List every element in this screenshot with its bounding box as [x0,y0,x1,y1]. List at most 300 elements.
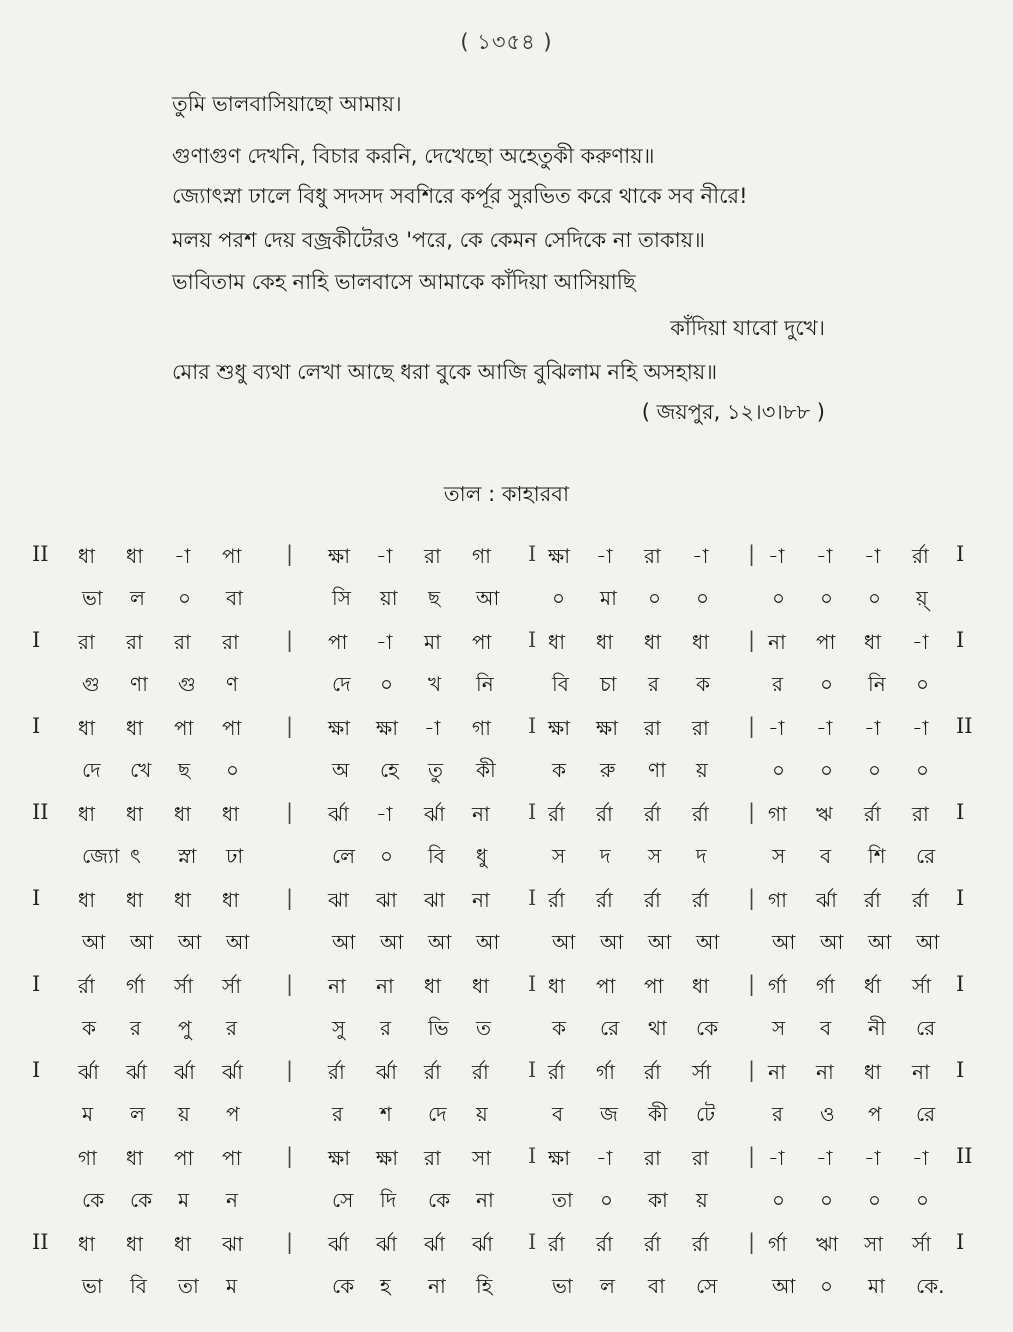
sahitya-syllable: চা [600,672,617,696]
sahitya-syllable: সু [332,1016,346,1040]
swara-note: -া [768,544,785,568]
sahitya-syllable: ০ [916,758,930,782]
swara-note: ধা [78,802,96,826]
sahitya-syllable: ক [552,1016,566,1040]
sahitya-syllable: আ [696,930,720,954]
sahitya-syllable: কা [648,1188,668,1212]
swara-note: র্রা [424,1060,441,1084]
sahitya-syllable: কে [332,1274,355,1298]
swara-note: র্ঝা [424,802,445,826]
swara-note: ক্ষা [548,1146,571,1170]
swara-note: ধা [126,716,144,740]
swara-note: র্রা [596,802,613,826]
swara-note: ক্ষা [596,716,619,740]
swara-note: রা [126,630,143,654]
lyric-line-5: ভাবিতাম কেহ নাহি ভালবাসে আমাকে কাঁদিয়া আসিয়াছি [172,270,636,294]
swara-note: রা [78,630,95,654]
swara-note: র্রা [692,1232,709,1256]
swara-note: ধা [692,974,710,998]
swara-note: পা [816,630,836,654]
swara-note: ধা [174,802,192,826]
tala-label: তাল : কাহারবা [443,482,570,506]
swara-note: রা [174,630,191,654]
swara-note: রা [912,802,929,826]
sahitya-syllable: র [332,1102,344,1126]
swara-note: ক্ষা [328,544,351,568]
swara-note: রা [424,544,441,568]
sahitya-syllable: ব [820,844,832,868]
swara-note: রা [644,1146,661,1170]
sahitya-syllable: ০ [820,1188,834,1212]
swara-note: ধা [472,974,490,998]
swara-note: র্রা [472,1060,489,1084]
swara-note: -া [912,1146,929,1170]
swara-note: র্রা [548,1232,565,1256]
vibhag-separator: | [748,886,756,910]
swara-note: র্ঝা [222,1060,243,1084]
swara-note: ক্ষা [328,1146,351,1170]
swara-note: রা [692,1146,709,1170]
sahitya-syllable: দে [428,1102,447,1126]
swara-note: র্গা [816,974,835,998]
sahitya-syllable: ০ [226,758,240,782]
sahitya-syllable: রে [916,1016,936,1040]
barline-start: II [32,1230,49,1254]
lyric-line-4: মলয় পরশ দেয় বজ্রকীটেরও 'পরে, কে কেমন সেদিকে না তাকায়॥ [172,228,705,252]
sahitya-syllable: কে [428,1188,451,1212]
sahitya-syllable: ভা [82,1274,103,1298]
vibhag-separator: I [528,1144,537,1168]
swara-note: গা [472,716,491,740]
sahitya-syllable: দে [332,672,351,696]
swara-note: র্ঝা [174,1060,195,1084]
sahitya-syllable: র [648,672,660,696]
swara-note: পা [328,630,348,654]
sahitya-syllable: য়া [380,586,398,610]
sahitya-syllable: আ [130,930,154,954]
swara-note: রা [692,716,709,740]
sahitya-syllable: আ [648,930,672,954]
sahitya-syllable: বি [428,844,445,868]
swara-note: না [768,1060,786,1084]
swara-note: পা [222,716,242,740]
sahitya-syllable: ০ [648,586,662,610]
barline-end: I [956,1230,965,1254]
composition-place-date: ( জয়পুর, ১২।৩।৮৮ ) [641,400,825,424]
swara-note: পা [596,974,616,998]
barline-start: I [32,714,41,738]
sahitya-syllable: ক [82,1016,96,1040]
sahitya-syllable: বা [226,586,243,610]
barline-start: I [32,628,41,652]
sahitya-syllable: রে [916,1102,936,1126]
swara-note: না [376,974,394,998]
barline-end: I [956,886,965,910]
sahitya-syllable: ০ [868,1188,882,1212]
sahitya-syllable: আ [772,1274,796,1298]
sahitya-syllable: ম [82,1102,94,1126]
sahitya-syllable: সি [332,586,351,610]
vibhag-separator: | [286,542,294,566]
swara-note: না [912,1060,930,1084]
sahitya-syllable: রে [600,1016,620,1040]
sahitya-syllable: ০ [916,1188,930,1212]
swara-note: র্রা [548,802,565,826]
swara-note: র্রা [596,888,613,912]
sahitya-syllable: স [552,844,566,868]
swara-note: র্রা [548,888,565,912]
sahitya-syllable: প [226,1102,240,1126]
barline-end: II [956,714,973,738]
swara-note: পা [222,1146,242,1170]
sahitya-syllable: কী [648,1102,668,1126]
swara-note: না [472,802,490,826]
lyric-line-3: জ্যোৎস্না ঢালে বিধু সদসদ সবশিরে কর্পূর সুরভিত করে থাকে সব নীরে! [172,184,748,208]
sahitya-syllable: ০ [772,1188,786,1212]
sahitya-syllable: হ [380,1274,391,1298]
swara-note: ঝা [424,888,445,912]
swara-note: -া [816,1146,833,1170]
sahitya-syllable: পু [178,1016,192,1040]
sahitya-syllable: স [772,844,786,868]
swara-note: র্গা [768,1232,787,1256]
sahitya-syllable: গু [82,672,100,696]
swara-note: না [328,974,346,998]
sahitya-syllable: জ [600,1102,618,1126]
swara-note: ক্ষা [548,544,571,568]
sahitya-syllable: রে [916,844,936,868]
swara-note: র্রা [596,1232,613,1256]
vibhag-separator: | [748,1144,756,1168]
sahitya-syllable: ০ [178,586,192,610]
sahitya-syllable: ০ [820,672,834,696]
swara-note: ধা [174,888,192,912]
sahitya-syllable: ভা [552,1274,573,1298]
swara-note: ক্ষা [548,716,571,740]
sahitya-syllable: ল [600,1274,615,1298]
sahitya-syllable: প [868,1102,882,1126]
swara-note: র্রা [78,974,95,998]
barline-start: II [32,542,49,566]
sahitya-syllable: সে [332,1188,354,1212]
sahitya-syllable: দে [82,758,101,782]
swara-note: ধা [222,888,240,912]
sahitya-syllable: জ্যো [82,844,120,868]
sahitya-syllable: ০ [820,758,834,782]
sahitya-syllable: আ [428,930,452,954]
sahitya-syllable: র [130,1016,142,1040]
sahitya-syllable: র [772,672,784,696]
sahitya-syllable: ল [130,1102,145,1126]
swara-note: ঝা [222,1232,243,1256]
sahitya-syllable: বা [648,1274,665,1298]
sahitya-syllable: য় [696,1188,708,1212]
swara-note: -া [864,544,881,568]
barline-start: II [32,800,49,824]
swara-note: -া [912,716,929,740]
sahitya-syllable: লে [332,844,356,868]
sahitya-syllable: না [476,1188,494,1212]
swara-note: রা [222,630,239,654]
sahitya-syllable: শ [380,1102,392,1126]
sahitya-syllable: হি [476,1274,493,1298]
swara-note: ধা [126,1146,144,1170]
sahitya-syllable: গু [178,672,196,696]
swara-note: -া [174,544,191,568]
sahitya-syllable: ক [552,758,566,782]
swara-note: -া [376,802,393,826]
swara-note: -া [768,1146,785,1170]
swara-note: পা [174,716,194,740]
swara-note: ধা [692,630,710,654]
swara-note: সা [864,1232,884,1256]
lyric-line-6: কাঁদিয়া যাবো দুখে। [670,316,825,340]
swara-note: ধা [126,1232,144,1256]
sahitya-syllable: নি [868,672,886,696]
swara-note: ক্ষা [376,1146,399,1170]
barline-end: I [956,1058,965,1082]
swara-note: ধা [424,974,442,998]
swara-note: ঋ [816,802,833,826]
swara-note: ধা [864,1060,882,1084]
lyric-line-2: গুণাগুণ দেখনি, বিচার করনি, দেখেছো অহেতুকী করুণায়॥ [172,144,655,168]
vibhag-separator: | [286,800,294,824]
sahitya-syllable: র [226,1016,238,1040]
swara-note: র্রা [864,802,881,826]
sahitya-syllable: ০ [820,586,834,610]
sahitya-syllable: আ [178,930,202,954]
sahitya-syllable: আ [820,930,844,954]
sahitya-syllable: র [772,1102,784,1126]
sahitya-syllable: খ [428,672,442,696]
swara-note: সা [472,1146,492,1170]
swara-note: ঝা [376,888,397,912]
sahitya-syllable: ধু [476,844,488,868]
sahitya-syllable: ণা [130,672,148,696]
swara-note: -া [692,544,709,568]
sahitya-syllable: মা [600,586,617,610]
sahitya-syllable: ০ [916,672,930,696]
sahitya-syllable: ন [226,1188,238,1212]
sahitya-syllable: ব [820,1016,832,1040]
barline-start: I [32,886,41,910]
barline-end: I [956,972,965,996]
swara-note: র্রা [912,544,929,568]
sahitya-syllable: ম [178,1188,190,1212]
swara-note: র্ঝা [816,888,837,912]
sahitya-syllable: আ [476,586,500,610]
sahitya-syllable: স [772,1016,786,1040]
swara-note: -া [376,630,393,654]
sahitya-syllable: শি [868,844,886,868]
swara-note: ধা [174,1232,192,1256]
sahitya-syllable: দ [600,844,611,868]
sahitya-syllable: সে [696,1274,718,1298]
sahitya-syllable: আ [82,930,106,954]
vibhag-separator: | [286,714,294,738]
barline-end: I [956,628,965,652]
swara-note: গা [768,888,787,912]
sahitya-syllable: স্না [178,844,197,868]
swara-note: র্ঝা [328,1232,349,1256]
swara-note: ধা [126,544,144,568]
sahitya-syllable: ম [226,1274,238,1298]
swara-note: র্ঝা [376,1060,397,1084]
vibhag-separator: I [528,800,537,824]
swara-note: র্রা [644,802,661,826]
sahitya-syllable: খে [130,758,152,782]
swara-note: -া [912,630,929,654]
swara-note: ঝা [328,888,349,912]
sahitya-syllable: ঢা [226,844,244,868]
swara-note: ধা [78,716,96,740]
swara-note: রা [644,716,661,740]
swara-note: র্ঝা [126,1060,147,1084]
sahitya-syllable: ০ [380,672,394,696]
swara-note: র্সা [222,974,242,998]
vibhag-separator: | [748,1230,756,1254]
swara-note: ধা [596,630,614,654]
swara-note: -া [596,544,613,568]
barline-end: I [956,542,965,566]
sahitya-syllable: র [380,1016,392,1040]
barline-start: I [32,972,41,996]
sahitya-syllable: ০ [772,758,786,782]
swara-note: ধা [78,888,96,912]
swara-note: পা [222,544,242,568]
vibhag-separator: | [748,800,756,824]
sahitya-syllable: ত [476,1016,492,1040]
lyric-line-1: তুমি ভালবাসিয়াছো আমায়। [172,92,402,116]
sahitya-syllable: রু [600,758,616,782]
sahitya-syllable: টে [696,1102,716,1126]
barline-end: I [956,800,965,824]
vibhag-separator: | [286,628,294,652]
vibhag-separator: | [286,886,294,910]
sahitya-syllable: আ [868,930,892,954]
swara-note: -া [376,544,393,568]
sahitya-syllable: আ [226,930,250,954]
page-number: ( ১৩৫৪ ) [460,30,553,54]
vibhag-separator: I [528,542,537,566]
vibhag-separator: I [528,628,537,652]
swara-note: -া [596,1146,613,1170]
swara-note: -া [768,716,785,740]
swara-note: র্রা [644,1232,661,1256]
swara-note: ধা [78,1232,96,1256]
sahitya-syllable: ণ [226,672,239,696]
vibhag-separator: I [528,886,537,910]
sahitya-syllable: ০ [380,844,394,868]
sahitya-syllable: আ [380,930,404,954]
swara-note: না [816,1060,834,1084]
sahitya-syllable: কে. [916,1274,945,1298]
sahitya-syllable: নি [476,672,494,696]
sahitya-syllable: আ [476,930,500,954]
swara-note: র্ঝা [376,1232,397,1256]
sahitya-syllable: বি [130,1274,147,1298]
vibhag-separator: I [528,714,537,738]
swara-note: ধা [126,888,144,912]
sahitya-syllable: য়্ [916,586,928,610]
sahitya-syllable: ০ [868,586,882,610]
swara-note: পা [472,630,492,654]
swara-note: র্গা [596,1060,615,1084]
vibhag-separator: | [286,1144,294,1168]
sahitya-syllable: ছ [428,586,441,610]
sahitya-syllable: থা [648,1016,667,1040]
vibhag-separator: I [528,1230,537,1254]
sahitya-syllable: হে [380,758,399,782]
swara-note: -া [864,716,881,740]
lyric-line-7: মোর শুধু ব্যথা লেখা আছে ধরা বুকে আজি বুঝিলাম নহি অসহায়॥ [172,360,718,384]
sahitya-syllable: ০ [772,586,786,610]
swara-note: ধা [548,630,566,654]
sahitya-syllable: ০ [600,1188,614,1212]
swara-note: ক্ষা [328,716,351,740]
sahitya-syllable: স [648,844,662,868]
swara-note: না [472,888,490,912]
swara-note: র্সা [912,1232,932,1256]
swara-note: -া [816,716,833,740]
sahitya-syllable: ও [820,1102,835,1126]
sahitya-syllable: ভি [428,1016,449,1040]
sahitya-syllable: য় [696,758,708,782]
sahitya-syllable: য় [476,1102,488,1126]
vibhag-separator: | [748,628,756,652]
swara-note: -া [864,1146,881,1170]
swara-note: র্রা [912,888,929,912]
swara-note: র্রা [328,1060,345,1084]
sahitya-syllable: ০ [868,758,882,782]
swara-note: র্সা [174,974,194,998]
swara-note: না [768,630,786,654]
swara-note: ধা [222,802,240,826]
swara-note: রা [644,544,661,568]
sahitya-syllable: কে [130,1188,153,1212]
sahitya-syllable: য় [178,1102,190,1126]
swara-note: র্রা [644,1060,661,1084]
swara-note: ঋা [816,1232,839,1256]
sahitya-syllable: কে [696,1016,719,1040]
sahitya-syllable: ণা [648,758,666,782]
sahitya-syllable: ক [696,672,710,696]
vibhag-separator: | [286,972,294,996]
sahitya-syllable: অ [332,758,350,782]
sahitya-syllable: আ [332,930,356,954]
sahitya-syllable: আ [552,930,576,954]
sahitya-syllable: ব [552,1102,564,1126]
sahitya-syllable: আ [772,930,796,954]
vibhag-separator: | [748,714,756,738]
sahitya-syllable: আ [916,930,940,954]
vibhag-separator: I [528,972,537,996]
sahitya-syllable: কে [82,1188,105,1212]
swara-note: র্গা [768,974,787,998]
swara-note: র্ঝা [328,802,349,826]
sahitya-syllable: তু [428,758,444,782]
swara-note: গা [472,544,491,568]
swara-note: র্রা [548,1060,565,1084]
sahitya-syllable: না [428,1274,446,1298]
sahitya-syllable: ০ [820,1274,834,1298]
sahitya-syllable: আ [600,930,624,954]
barline-start: I [32,1058,41,1082]
swara-note: র্ঝা [78,1060,99,1084]
swara-note: -া [424,716,441,740]
swara-note: গা [768,802,787,826]
swara-note: র্ঝা [472,1232,493,1256]
